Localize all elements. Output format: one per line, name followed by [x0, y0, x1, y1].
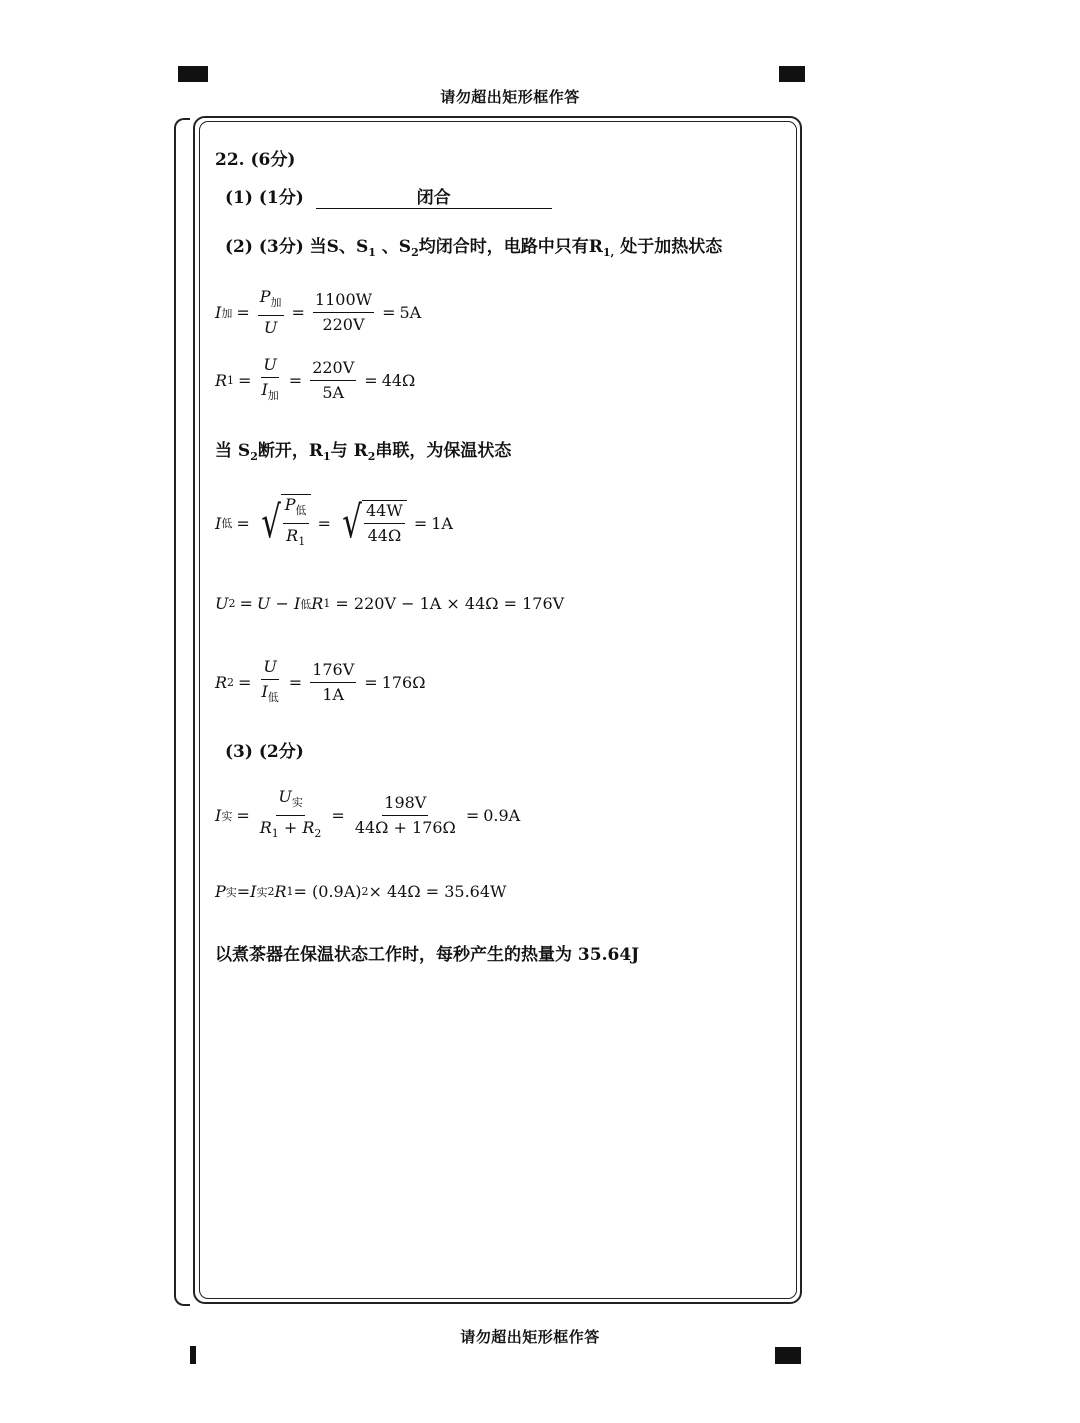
equation-u2: U 2 = U − I 低 R 1 = 220V − 1A × 44Ω = 176V [215, 594, 565, 613]
frame-left-bracket [174, 118, 190, 1306]
equation-r1: R 1 = $\frac{U}{I_加}$ = $\frac{220V}{5A}$ = 44Ω [215, 355, 416, 402]
header-warning-bottom: 请勿超出矩形框作答 [460, 1328, 600, 1346]
equation-low-current: I 低 = √ $\frac{P_低}{R_1}$ = √ $\frac{44W}{44\Omega}$ = 1A [215, 494, 453, 552]
registration-mark-bottom-right [775, 1347, 801, 1364]
question-title: 22. (6分) [215, 150, 296, 170]
equation-heating-current: I 加 = $\frac{P_加}{U}$ = $\frac{1100W}{220V}$ = 5A [215, 287, 422, 337]
part2-heading: (2) (3分) 当S、$S_1$ 、$S_2$均闭合时，电路中只有$R_{1,}$ 处于加热状态 [225, 237, 723, 259]
insulation-state-note: 当 $S_2$断开，$R_1$与 $R_2$串联，为保温状态 [215, 441, 512, 463]
equation-r2: R 2 = $\frac{U}{I_低}$ = $\frac{176V}{1A}$ = 176Ω [215, 657, 426, 704]
header-warning-top: 请勿超出矩形框作答 [440, 88, 580, 106]
registration-mark-top-left [178, 66, 208, 82]
registration-mark-top-right [779, 66, 805, 82]
part1-answer: 闭合 [316, 183, 552, 209]
equation-actual-current: I 实 = $\frac{U_实}{R_1 + R_2}$ = $\frac{198V}{44\Omega + 176\Omega}$ = 0.9A [215, 787, 521, 840]
conclusion-text: 以煮茶器在保温状态工作时，每秒产生的热量为 35.64J [215, 945, 640, 965]
registration-mark-bottom-left [190, 1346, 196, 1364]
equation-actual-power: P 实 = I 实 2 R 1 = (0.9A) 2 × 44Ω = 35.64W [215, 882, 507, 901]
part1-line [225, 183, 552, 209]
part1-label: (1) (1分) [225, 188, 304, 208]
part3-label: (3) (2分) [225, 742, 304, 762]
